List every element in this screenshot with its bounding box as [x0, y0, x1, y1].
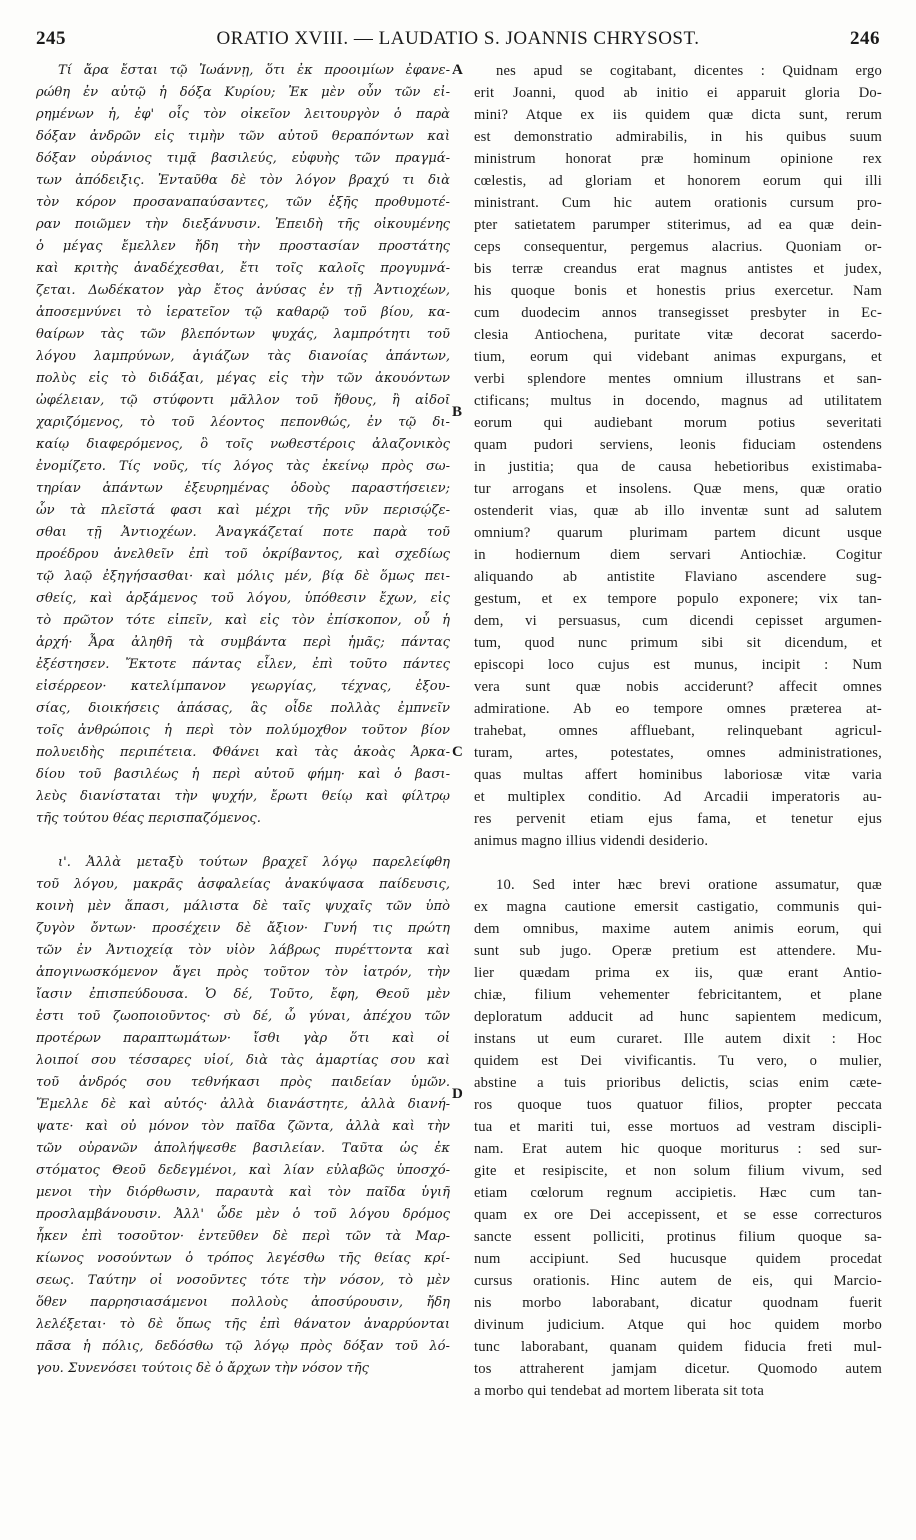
text-line: ἀποσεμνύνει τὸ ἱερατεῖον τῷ καθαρῷ τοῦ βίου, κα-: [36, 305, 450, 320]
text-line: ostenderit vias, quæ ab illo inventæ sunt ad salutem: [474, 503, 882, 519]
text-line: σθείς, καὶ ἀρξάμενος τοῦ λόγου, ὑπόθεσιν ἔχων, εἰς: [36, 591, 450, 606]
text-line: tua et mariti tui, esse mortuos ad vestram discipli-: [474, 1119, 882, 1135]
text-line: est demonstratio admirabilis, in his quibus suum: [474, 129, 882, 145]
text-line: τὸ πρῶτον τότε εἰπεῖν, καὶ εἰς τὸν ἐπίσκοπον, οὗ ἡ: [36, 613, 450, 628]
text-line: quidem est Dei vivificantis. Tu vero, o mulier,: [474, 1053, 882, 1069]
text-line: λελέξεται· τὸ δὲ ὅπως τῆς ἐπὶ θάνατον ἀναρρύονται: [36, 1317, 450, 1332]
text-line: gite et resipiscite, et non solum filium vivum, sed: [474, 1163, 882, 1179]
text-line: et multiplex conditio. Ad Arcadii imperatoris au-: [474, 789, 882, 805]
text-line: erit Joanni, quod ab initio ei apparuit gloria Do-: [474, 85, 882, 101]
text-line: divinum judicium. Atque qui hoc quidem morbo: [474, 1317, 882, 1333]
text-line: sancte essent polliciti, protinus filium quoque sa-: [474, 1229, 882, 1245]
text-line: ἧκεν ἐπὶ τοσοῦτον· ἐντεῦθεν δὲ περὶ τῶν τὰ Μαρ-: [36, 1229, 450, 1244]
text-line: deploratum adducit ad hunc sapientem medicum,: [474, 1009, 882, 1025]
text-line: Τί ἄρα ἔσται τῷ Ἰωάννῃ, ὅτι ἐκ προοιμίων ἐφανε-: [58, 63, 450, 78]
text-line: τῷ λαῷ ἐξηγήσασθαι· καὶ μόλις μέν, βίᾳ δὲ ὅμως πει-: [36, 569, 450, 584]
text-line: quam ex ore Dei accepissent, et se esse correcturos: [474, 1207, 882, 1223]
text-line: sunt sub jugo. Operæ pretium est attendere. Mu-: [474, 943, 882, 959]
text-line: eorum qui audiebant morum potius severitati: [474, 415, 882, 431]
greek-column: [36, 60, 450, 1380]
text-line: bis terræ creandus erat magnus antistes et judex,: [474, 261, 882, 277]
text-line: animus magno illius videndi desiderio.: [474, 833, 709, 849]
text-line: Ἔμελλε δὲ καὶ αὐτός· ἀλλὰ διανάστητε, ἀλλὰ διανή-: [36, 1097, 450, 1112]
text-line: ρώθη ἐν αὐτῷ ἡ δόξα Κυρίου; Ἐκ μὲν οὖν τῶν εἰ-: [36, 85, 450, 100]
text-line: a morbo qui tendebat ad mortem liberata sit tota: [474, 1383, 765, 1399]
text-line: his quoque bonis et honestis prius exercetur. Nam: [474, 283, 882, 299]
text-line: τοῖς ἀνθρώποις ἡ περὶ τὸν πολύμοχθον τοῦτον βίον: [36, 723, 450, 738]
text-line: ζυγὸν ὄντων· προσέχειν δὲ ἄξιον· Γυνή τις πρώτη: [36, 921, 450, 936]
latin-column: [474, 60, 882, 1402]
text-line: ctificans; multus in docendo, magnus ad utilitatem: [474, 393, 882, 409]
text-line: δίου τοῦ βασιλέως ἡ περὶ αὐτοῦ φήμη· καὶ ὁ βασι-: [36, 767, 450, 782]
text-line: dem, vi persuasus, cum dicendi cepisset argumen-: [474, 613, 882, 629]
text-line: tos attraherent jamjam dicetur. Quomodo autem: [474, 1361, 882, 1377]
text-line: καίῳ διαφερόμενος, ὃ τοῖς νωθεστέροις ἀλαζονικὸς: [36, 437, 450, 452]
text-line: πολὺς εἰς τὸ διδάξαι, μέγας εἰς τὴν τῶν ἀκουόντων: [36, 371, 450, 386]
text-line: τῶν οὐρανῶν ἀπολήψεσθε βασιλείαν. Ταῦτα ὡς ἐκ: [36, 1141, 450, 1156]
text-line: τοῦ λόγου, μακρᾶς ἀσφαλείας ἀνακύψασα παίδευσις,: [36, 877, 450, 892]
text-line: προτέρων παραπτωμάτων· ἴσθι γὰρ ὅτι καὶ οἱ: [36, 1031, 450, 1046]
text-line: δόξαν ἀνδρῶν εἰς τιμὴν τῶν αὐτοῦ θεραπόντων καὶ: [36, 129, 450, 144]
text-line: in hodiernum diem servari Antiochiæ. Cogitur: [474, 547, 882, 563]
text-line: τῆς τούτου θέας περισπαζόμενος.: [36, 811, 261, 826]
text-line: tium, eorum qui videbant animas expurgans, et: [474, 349, 882, 365]
text-line: ρημένων ἡ, ἐφ' οἷς τὸν οἰκεῖον λειτουργὸν ὁ παρὰ: [36, 107, 450, 122]
text-line: ζεται. Δωδέκατον γὰρ ἔτος ἀνύσας ἐν τῇ Ἀντιοχέων,: [36, 283, 450, 298]
text-line: trahebat, omnes affluebant, relinquebant agricul-: [474, 723, 882, 739]
text-line: in justitia; qua de causa hebetioribus existimaba-: [474, 459, 882, 475]
text-line: ὠφέλειαν, τῷ στύφοντι μᾶλλον τοῦ ἤθους, ἢ αἰδοῖ: [36, 393, 450, 408]
margin-marker-d: D: [452, 1086, 463, 1102]
text-line: εἰσέρρεον· κατελίμπανον γεωργίας, τέχνας, ἐξου-: [36, 679, 450, 694]
text-line: σθαι τῇ Ἀντιοχέων. Ἀναγκάζεταί ποτε παρὰ τοῦ: [36, 525, 450, 540]
text-line: ὅθεν παρρησιασάμενοι πολλοὺς ἀποσύρουσιν, ἤδη: [36, 1295, 450, 1310]
text-line: lier quædam prima ex iis, quæ erant Antio-: [474, 965, 882, 981]
text-line: tum, quod nunc primum sibi sit dicendum, et: [474, 635, 882, 651]
text-line: θαίρων τὰς τῶν βλεπόντων ψυχάς, λαμπρότητι τοῦ: [36, 327, 450, 342]
running-header: [36, 28, 880, 56]
margin-marker-a: A: [452, 62, 463, 78]
text-line: pter satietatem parumper stiterimus, ad ea quæ dein-: [474, 217, 882, 233]
text-line: ὁ μέγας ἔμελλεν ἤδη τὴν προστασίαν προστάτης: [36, 239, 450, 254]
text-line: verbi splendore mentes omnium illustrans et san-: [474, 371, 882, 387]
text-line: omnium? quarum plurimam partem dicunt usque: [474, 525, 882, 541]
text-line: τοῦ ἀνδρός σου τεθνήκασι πρὸς παιδείαν ὑμῶν.: [36, 1075, 450, 1090]
text-line: turam, artes, potestates, omnes administrationes,: [474, 745, 882, 761]
text-line: ραν ποιῶμεν τὴν διεξάνυσιν. Ἐπειδὴ τῆς οἰκουμένης: [36, 217, 450, 232]
margin-marker-b: B: [452, 404, 463, 420]
text-line: σεως. Ταύτην οἱ νοσοῦντες τότε τὴν νόσον, τὸ μὲν: [36, 1273, 450, 1288]
page-number-right: 246: [850, 28, 880, 49]
text-line: cum duodecim annos transegisset presbyter in Ec-: [474, 305, 882, 321]
text-line: chiæ, filium vehementer febricitantem, et plane: [474, 987, 882, 1003]
text-line: ἴασιν ἐπισπεύδουσα. Ὁ δέ, Τοῦτο, ἔφη, Θεοῦ μὲν: [36, 987, 450, 1002]
text-line: πολυειδὴς περιπέτεια. Φθάνει καὶ τὰς ἀκοὰς Ἀρκα-: [36, 745, 450, 760]
text-line: quas multas affert hominibus laboriosæ vitæ varia: [474, 767, 882, 783]
text-line: μενοι τὴν διόρθωσιν, παραυτὰ καὶ τὸν παῖδα ὑγιῆ: [36, 1185, 450, 1200]
text-line: δόξαν οὐράνιος τιμᾷ βασιλεύς, εὐφυὴς τῶν πραγμά-: [36, 151, 450, 166]
text-line: ministrum honorat præ hominum opinione rex: [474, 151, 882, 167]
text-line: res pervenit etiam ejus fama, et tenetur ejus: [474, 811, 882, 827]
text-line: etiam cœlorum regnum accipietis. Hæc cum tan-: [474, 1185, 882, 1201]
text-line: ex magna cautione emersit castigatio, communis qui-: [474, 899, 882, 915]
text-line: nes apud se cogitabant, dicentes : Quidnam ergo: [496, 63, 882, 79]
text-line: τὸν κόρον προσαναπαύσαντες, τῶν ἑξῆς προθυμοτέ-: [36, 195, 450, 210]
text-line: λόγου λαμπρύνων, ἁγιάζων τὰς διανοίας ἁπάντων,: [36, 349, 450, 364]
text-line: ministrant. Cum hic autem orationis cursum pro-: [474, 195, 882, 211]
text-line: abstine a tuis prioribus delictis, scias enim cæte-: [474, 1075, 882, 1091]
text-line: vera sunt quæ nobis acciderunt? affecit omnes: [474, 679, 882, 695]
text-line: ἀρχή· Ἆρα ἀληθῆ τὰ συμβάντα περὶ ἡμᾶς; πάντας: [36, 635, 450, 650]
text-line: τηρίαν ἁπάντων ἐξευρημένας ὁδοὺς παραστήσειεν;: [36, 481, 450, 496]
text-line: λεὺς διανίσταται τὴν ψυχήν, ἔρωτι θείῳ καὶ φίλτρῳ: [36, 789, 450, 804]
text-line: ἐξέστησεν. Ἔκτοτε πάντας εἷλεν, ἐπὶ τοῦτο πάντες: [36, 657, 450, 672]
text-line: admiratione. Ab eo tempore omnes præterea at-: [474, 701, 882, 717]
text-line: gestum, et ex tempore populo exponere; vix tan-: [474, 591, 882, 607]
text-line: προσλαμβάνουσιν. Ἀλλ' ὧδε μὲν ὁ τοῦ λόγου δρόμος: [36, 1207, 450, 1222]
margin-marker-c: C: [452, 744, 463, 760]
text-line: χαριζόμενος, τὸ τοῦ λέοντος πεπονθώς, ἐν τῷ δι-: [36, 415, 450, 430]
text-line: clesia Antiochena, puritate vitæ decorat sacerdo-: [474, 327, 882, 343]
text-line: κίωνος νοσούντων ὁ τρόπος λεγέσθω τῆς θείας κρί-: [36, 1251, 450, 1266]
text-line: πᾶσα ἡ πόλις, δεδόσθω τῷ λόγῳ πρὸς δόξαν τοῦ λό-: [36, 1339, 450, 1354]
text-line: tur arrogans et insolens. Quæ mens, quæ oratio: [474, 481, 882, 497]
text-line: ἀπογινωσκόμενον ἄγει πρὸς τοῦτον τὸν ἰατρόν, τὴν: [36, 965, 450, 980]
text-line: mini? Atque ex iis quidem quæ dicta sunt, rerum: [474, 107, 882, 123]
running-title: ORATIO XVIII. — LAUDATIO S. JOANNIS CHRYSOST.: [216, 28, 700, 49]
text-line: nam. Erat autem hic quoque moriturus : sed sur-: [474, 1141, 882, 1157]
text-line: aliquando ab antistite Flaviano ascendere sug-: [474, 569, 882, 585]
text-line: λοιποί σου τέσσαρες υἱοί, διὰ τὰς ἁμαρτίας σου καὶ: [36, 1053, 450, 1068]
text-line: στόματος Θεοῦ δεδεγμένοι, καὶ λίαν εὐλαβῶς ὑποσχό-: [36, 1163, 450, 1178]
text-line: κοινὴ μὲν ἅπασι, μάλιστα δὲ ταῖς ψυχαῖς τῶν ὑπὸ: [36, 899, 450, 914]
text-line: 10. Sed inter hæc brevi oratione assumatur, quæ: [496, 877, 882, 893]
text-line: προέδρου ἀνελθεῖν ἐπὶ τοῦ ὀκρίβαντος, καὶ σχεδίως: [36, 547, 450, 562]
text-line: cursus orationis. Hinc autem de eis, qui Marcio-: [474, 1273, 882, 1289]
page-number-left: 245: [36, 28, 66, 49]
text-line: num accipiunt. Sed hucusque quidem procedat: [474, 1251, 882, 1267]
text-line: quam pudori serviens, leonis fiduciam ostendens: [474, 437, 882, 453]
text-line: γου. Συνενόσει τούτοις δὲ ὁ ἄρχων τὴν νόσον τῆς: [36, 1361, 369, 1376]
text-line: tunc laborabant, quanam quidem fiducia freti mul-: [474, 1339, 882, 1355]
text-line: ἐστι τοῦ ζωοποιοῦντος· σὺ δέ, ὦ γύναι, ἀπέχου τῶν: [36, 1009, 450, 1024]
text-line: ceps consequentur, pergemus alacrius. Quoniam or-: [474, 239, 882, 255]
paragraph-gap: [36, 830, 450, 852]
text-line: των ἀπόδειξις. Ἐνταῦθα δὲ τὸν λόγον βραχύ τι διὰ: [36, 173, 450, 188]
text-line: cœlestis, ad gloriam et honorem eorum qui illi: [474, 173, 882, 189]
text-line: σίας, διοικήσεις ἁπάσας, ἃς οἶδε πολλὰς ἐμπνεῖν: [36, 701, 450, 716]
text-line: episcopi loco cujus est munus, incipit : Num: [474, 657, 882, 673]
text-line: ὧν τὰ πλεῖστά φασι καὶ μέχρι τῆς νῦν περισῴζε-: [36, 503, 450, 518]
text-line: ψατε· καὶ οὐ μόνον τὸν παῖδα ζῶντα, ἀλλὰ καὶ τὴν: [36, 1119, 450, 1134]
text-line: ἐνομίζετο. Τίς νοῦς, τίς λόγος τὰς ἐκείνῳ πρὸς σω-: [36, 459, 450, 474]
paragraph-gap: [474, 852, 882, 874]
text-line: instans ut eum curaret. Ille autem dixit : Hoc: [474, 1031, 882, 1047]
text-line: τῶν ἐν Ἀντιοχείᾳ τὸν υἱὸν λάβρως πυρέττοντα καὶ: [36, 943, 450, 958]
text-line: dem omnibus, maxime autem animis eorum, qui: [474, 921, 882, 937]
text-line: ros quoque tuos quatuor filios, propter peccata: [474, 1097, 882, 1113]
text-line: nis morbo laborabant, dicatur quodnam fuerit: [474, 1295, 882, 1311]
text-line: ι'. Ἀλλὰ μεταξὺ τούτων βραχεῖ λόγῳ παρελείφθη: [58, 855, 450, 870]
text-line: καὶ κριτὴς ἀναδέχεσθαι, ἔτι τοῖς καλοῖς προγυμνά-: [36, 261, 450, 276]
